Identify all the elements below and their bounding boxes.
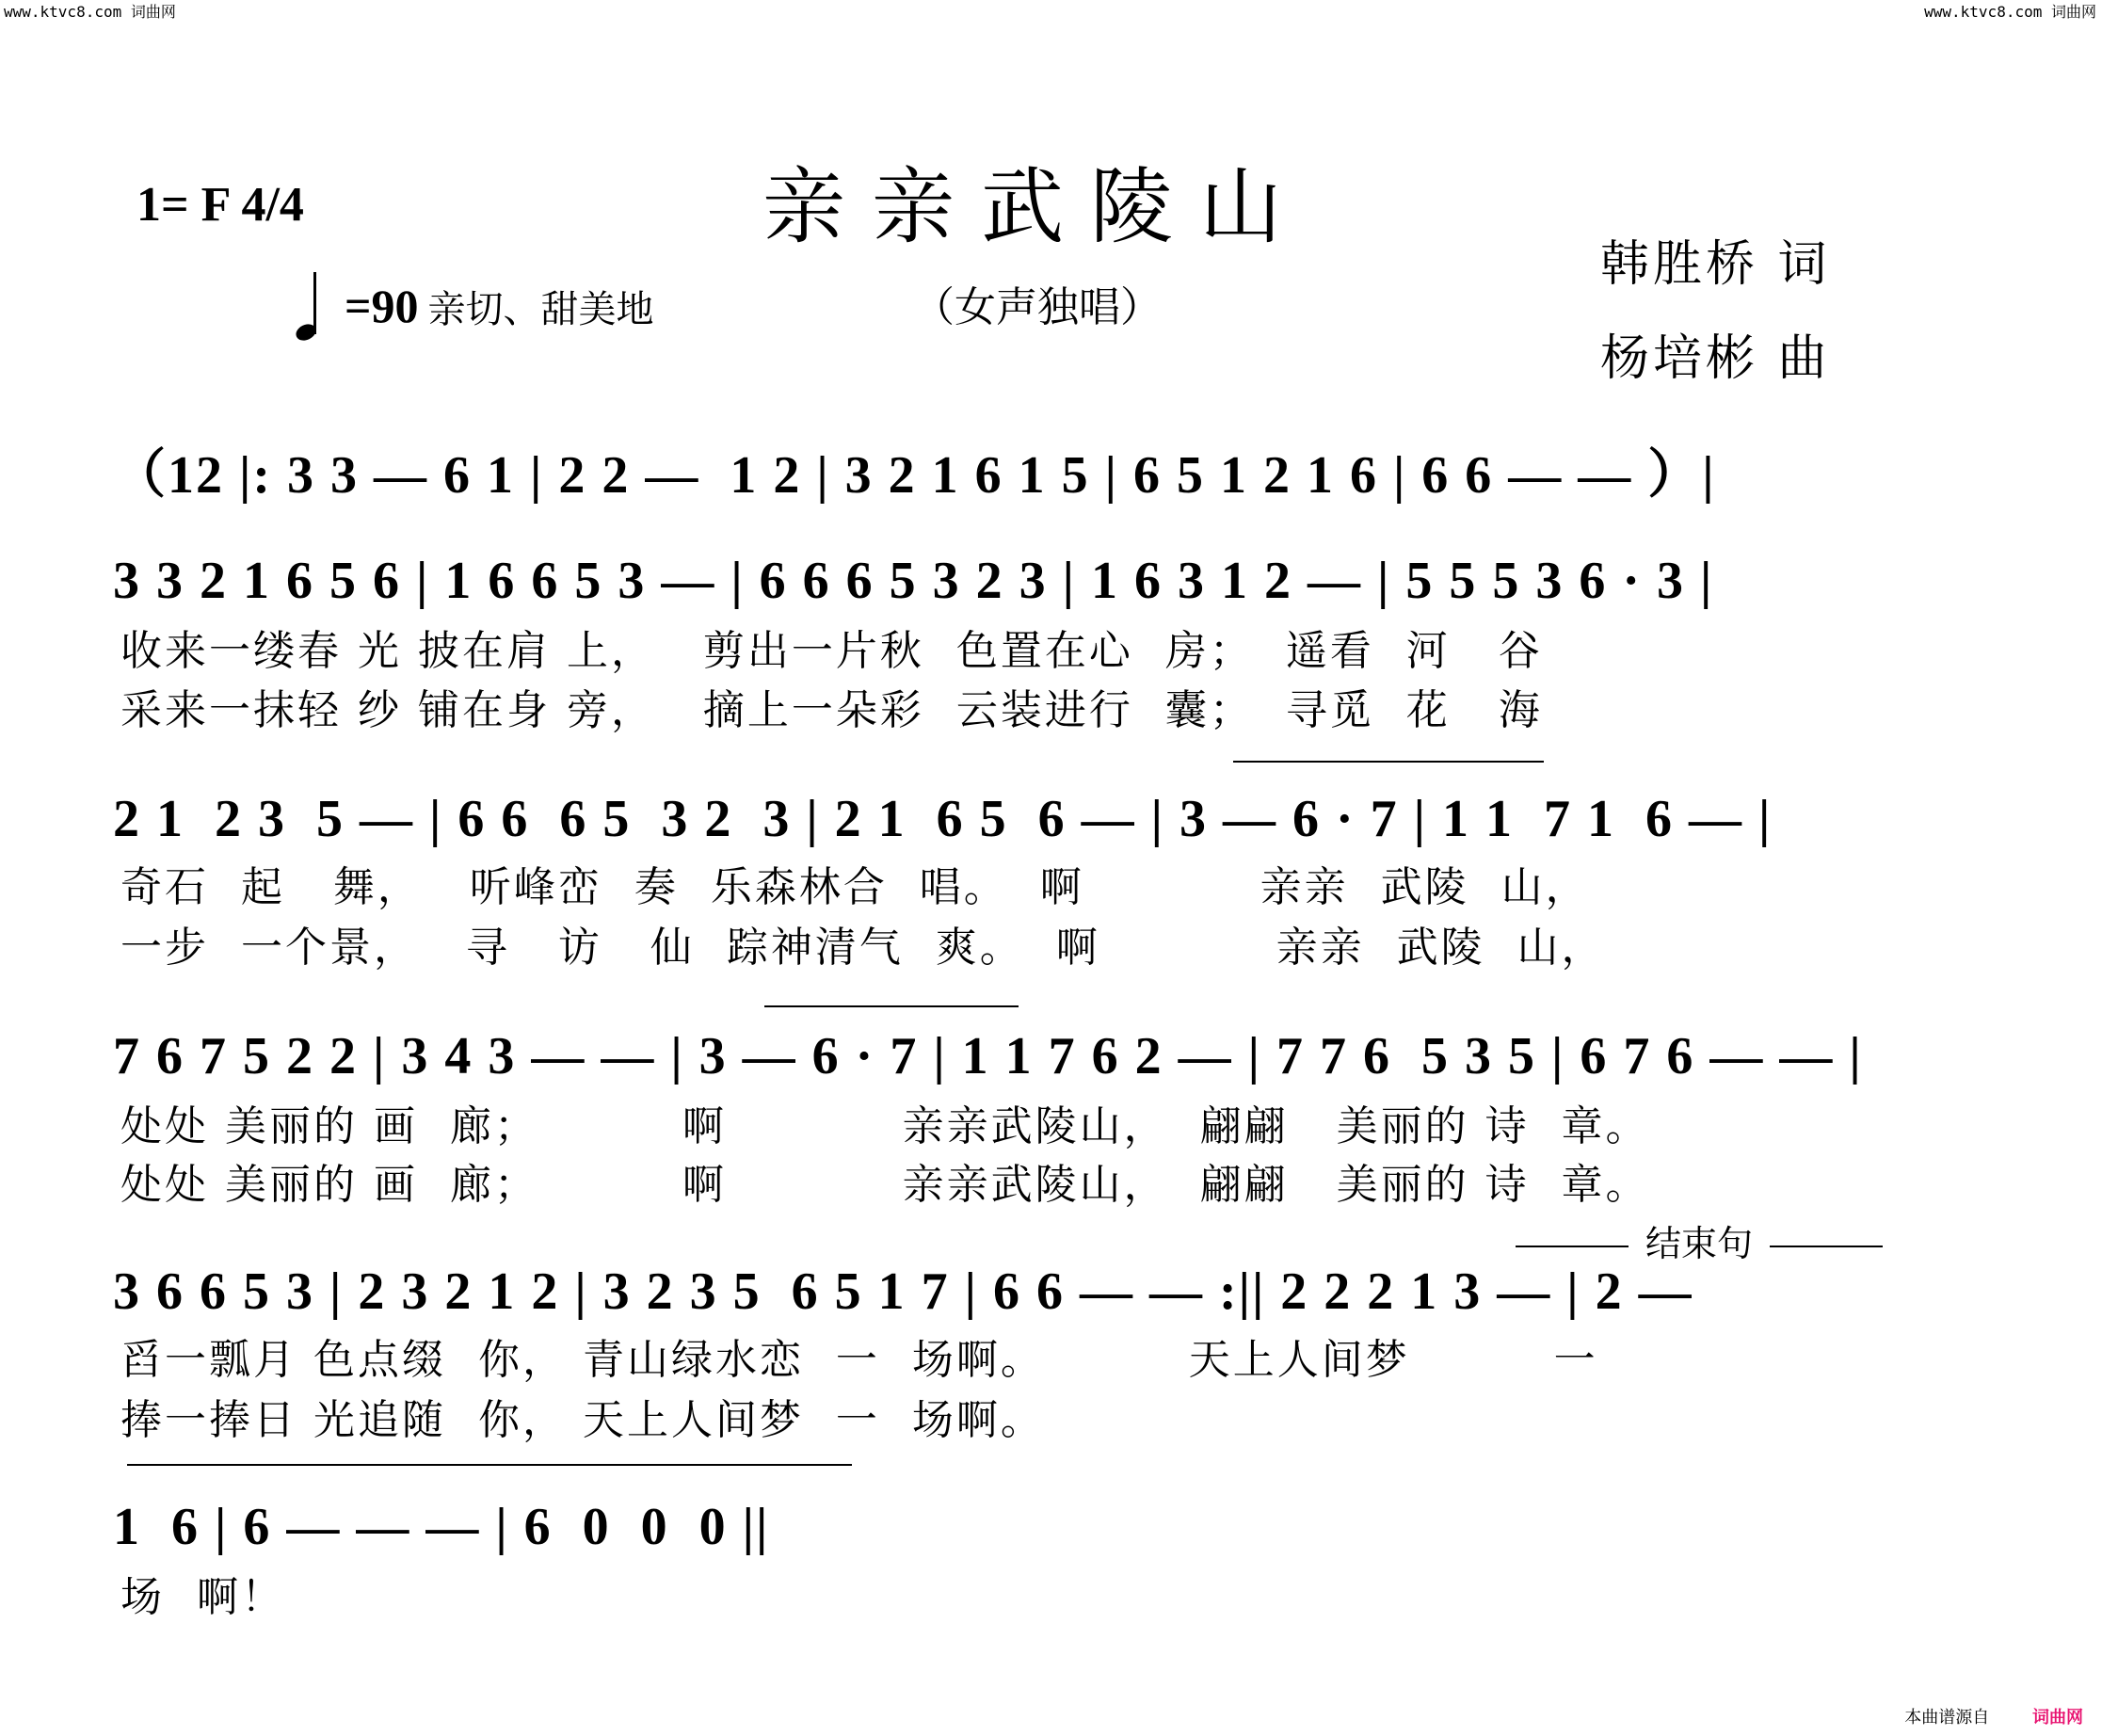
score-line-3-lyric-verse-1: 奇石 起 舞， 听峰峦 奏 乐森林合 唱。 啊 亲亲 武陵 山， [120,863,1590,911]
quarter-note-icon [292,268,345,344]
score-line-1-notes: （12 |: 3 3 — 6 1 | 2 2 — 1 2 | 3 2 1 6 1 5 | 6 5 1 2 1 6 | 6 6 — — ）| [113,446,1716,505]
score-line-4-notes: 7 6 7 5 2 2 | 3 4 3 — — | 3 — 6 · 7 | 1 1 7 6 2 — | 7 7 6 5 3 5 | 6 7 6 — — | [113,1027,1863,1085]
composer-credit: 杨培彬 曲 [1600,330,1831,387]
score-line-3-lyric-verse-2: 一步 一个景， 寻 访 仙 踪神清气 爽。 啊 亲亲 武陵 山， [120,924,1606,972]
score-line-6-lyric-verse-1: 场 啊！ [120,1573,285,1621]
score-line-2-lyric-verse-1: 收来一缕春 光 披在肩 上， 剪出一片秋 色置在心 房； 遥看 河 谷 [120,627,1543,675]
tempo-expression: 亲切、甜美地 [427,287,654,331]
score-line-3-notes: 2 1 2 3 5 — | 6 6 6 5 3 2 3 | 2 1 6 5 6 — | 3 — 6 · 7 | 1 1 7 1 6 — | [113,790,1773,848]
watermark-left: www.ktvc8.com 词曲网 [4,3,176,21]
tempo-marking [292,268,654,344]
score-line-6-notes: 1 6 | 6 — — — | 6 0 0 0 || [113,1498,770,1556]
score-line-5-lyric-verse-1: 舀一瓢月 色点缀 你， 青山绿水恋 一 场啊。 天上人间梦 一 [120,1336,1598,1384]
footer-brand[interactable]: 词曲网 [2032,1708,2083,1728]
slur-line-4 [764,1005,1019,1007]
watermark-right: www.ktvc8.com 词曲网 [1924,3,2096,21]
score-line-5-notes: 3 6 6 5 3 | 2 3 2 1 2 | 3 2 3 5 6 5 1 7 | 6 6 — — :|| 2 2 2 1 3 — | 2 — [113,1262,1693,1321]
lyricist-credit: 韩胜桥 词 [1600,236,1831,293]
tempo-value: =90 [345,280,419,332]
key-signature: 1= F 4/4 [136,178,304,232]
score-line-4-lyric-verse-1: 处处 美丽的 画 廊； 啊 亲亲武陵山， 翩翩 美丽的 诗 章。 [120,1102,1650,1150]
subtitle: （女声独唱） [913,283,1162,331]
score-line-2-notes: 3 3 2 1 6 5 6 | 1 6 6 5 3 — | 6 6 6 5 3 2 3 | 1 6 3 1 2 — | 5 5 5 3 6 · 3 | [113,552,1714,610]
slur-line-3 [1233,761,1544,763]
slur-line-6 [127,1464,852,1466]
footer [1904,1704,2083,1728]
song-title: 亲亲武陵山 [762,158,1309,255]
score-line-2-lyric-verse-2: 采来一抹轻 纱 铺在身 旁， 摘上一朵彩 云装进行 囊； 寻觅 花 海 [120,686,1543,734]
score-line-5-lyric-verse-2: 捧一捧日 光追随 你， 天上人间梦 一 场啊。 [120,1396,1045,1444]
footer-source-label: 本曲谱源自 [1904,1708,1990,1728]
score-line-4-lyric-verse-2: 处处 美丽的 画 廊； 啊 亲亲武陵山， 翩翩 美丽的 诗 章。 [120,1161,1650,1209]
ending-label: 结束句 [1454,1214,1944,1266]
